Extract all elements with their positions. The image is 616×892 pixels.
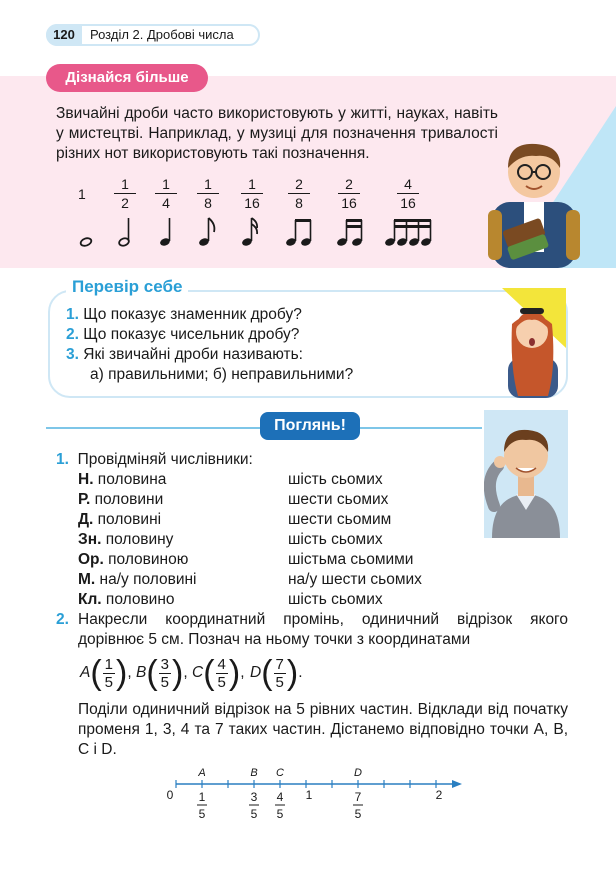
question-item: 1. Що показує знаменник дробу? (66, 306, 302, 323)
point-coordinate: B ( 3 5 ) , (136, 654, 188, 692)
ray-point-denominator: 5 (250, 807, 258, 821)
note-fraction: 1 4 (151, 176, 181, 211)
point-coordinate: C ( 4 5 ) , (192, 654, 245, 692)
point-coordinate: A ( 1 5 ) , (80, 654, 132, 692)
question-subitem: а) правильними; б) неправильними? (90, 366, 354, 383)
quarter-note-icon (159, 218, 171, 247)
declension-left: М. на/у половині (78, 571, 197, 588)
task-2-text: Накресли координатний промінь, одиничний відрізок якого дорівнює 5 см. Познач на ньому точки з координатами (78, 611, 568, 648)
ray-point-numerator: 4 (276, 790, 284, 804)
note-fraction: 4 16 (393, 176, 423, 211)
task-2-solution: Поділи одиничний відрізок на 5 рівних частин. Відклади від початку променя 1, 3, 4 та 7 таких частин. Дістанемо відповідно точки A, B, C і D. (78, 701, 568, 758)
coordinate-ray (160, 760, 470, 830)
declension-left: Д. половині (78, 511, 162, 528)
page-number: 120 (46, 24, 82, 46)
question-item: 3. Які звичайні дроби називають: (66, 346, 303, 363)
declension-left: Ор. половиною (78, 551, 189, 568)
task-2-number: 2. (56, 611, 69, 628)
four-sixteenths-icon (384, 219, 432, 247)
case-label: Ор. (78, 551, 104, 568)
whole-note-icon (80, 237, 93, 247)
ray-point-label: C (276, 767, 284, 779)
ray-point-label: D (354, 767, 362, 779)
girl-illustration (498, 288, 566, 398)
ray-arrow (452, 780, 462, 788)
ray-unit-label: 1 (305, 788, 313, 802)
whole-value: 1 (78, 186, 86, 202)
case-label: Н. (78, 471, 94, 488)
note-fraction: 1 16 (237, 176, 267, 211)
declension-right: шістьма сьомими (288, 551, 414, 568)
case-label: Зн. (78, 531, 102, 548)
note-fraction: 1 2 (110, 176, 140, 211)
case-label: Д. (78, 511, 94, 528)
learn-more-badge: Дізнайся більше (46, 64, 208, 92)
task-1-heading: 1. Провідміняй числівники: (56, 451, 253, 468)
declension-left: Н. половина (78, 471, 167, 488)
declension-left: Р. половини (78, 491, 164, 508)
eighth-note-icon (198, 218, 214, 247)
ray-point-label: B (250, 767, 258, 779)
declension-left: Зн. половину (78, 531, 174, 548)
ray-point-denominator: 5 (354, 807, 362, 821)
learn-more-text: Звичайні дроби часто використовують у житті, науках, навіть у мистецтві. Наприклад, у музиці для позначення тривалості різних нот використовують такі позначення. (56, 105, 498, 162)
ray-point-numerator: 7 (354, 790, 362, 804)
boy-illustration (478, 132, 588, 268)
half-note-icon (118, 218, 130, 247)
question-item: 2. Що показує чисельник дробу? (66, 326, 300, 343)
music-notes (70, 216, 440, 250)
look-badge: Поглянь! (260, 412, 360, 440)
declension-right: шести сьомим (288, 511, 392, 528)
case-label: Р. (78, 491, 91, 508)
declension-right: шість сьомих (288, 531, 383, 548)
ray-point-numerator: 1 (198, 790, 206, 804)
ray-unit-label: 2 (435, 788, 443, 802)
two-sixteenths-icon (336, 219, 363, 247)
declension-right: на/у шести сьомих (288, 571, 422, 588)
point-coordinate: D ( 7 5 ) . (250, 654, 303, 692)
note-fraction: 2 16 (334, 176, 364, 211)
case-label: М. (78, 571, 96, 588)
declension-left: Кл. половино (78, 591, 175, 608)
section-title: Розділ 2. Дробові числа (90, 27, 234, 42)
declension-right: шести сьомих (288, 491, 389, 508)
sixteenth-note-icon (241, 218, 257, 247)
pointing-boy-photo (484, 410, 568, 538)
ray-point-numerator: 3 (250, 790, 258, 804)
ray-unit-label: 0 (166, 788, 174, 802)
declension-right: шість сьомих (288, 591, 383, 608)
ray-point-label: A (198, 767, 206, 779)
ray-point-denominator: 5 (198, 807, 206, 821)
note-fraction: 1 8 (193, 176, 223, 211)
check-yourself-title: Перевір себе (66, 276, 188, 298)
note-fraction: 2 8 (284, 176, 314, 211)
declension-right: шість сьомих (288, 471, 383, 488)
case-label: Кл. (78, 591, 102, 608)
two-eighths-icon (285, 219, 312, 247)
ray-point-denominator: 5 (276, 807, 284, 821)
